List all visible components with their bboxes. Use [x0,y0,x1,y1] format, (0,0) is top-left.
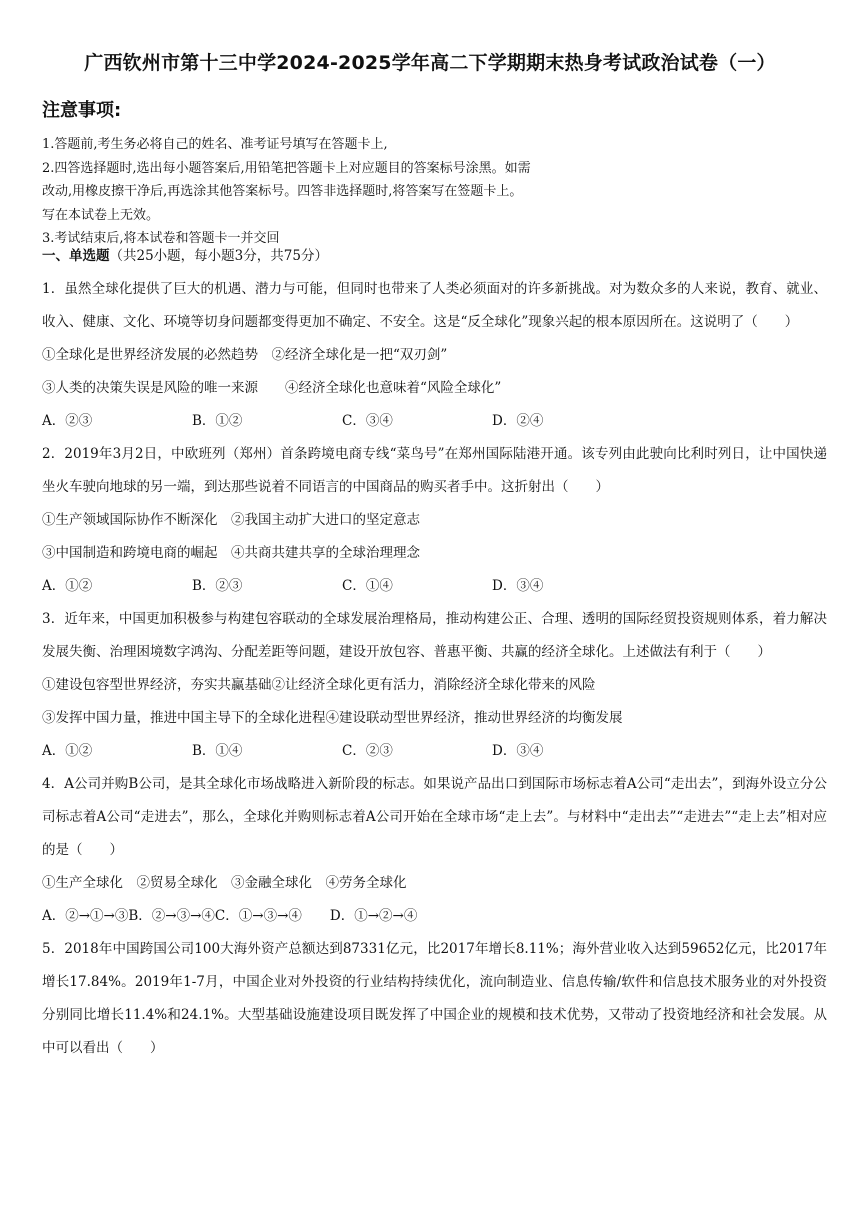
statement-line: ③发挥中国力量，推进中国主导下的全球化进程④建设联动型世界经济，推动世界经济的均衡发展 [42,710,623,726]
choice-c[interactable]: C．①→③→④ [214,908,302,924]
answer-choices [42,735,827,768]
question-stem: 4．A公司并购B公司，是其全球化市场战略进入新阶段的标志。如果说产品出口到国际市场标志着A公司“走出去”，到海外设立分公司标志着A公司“走进去”，那么，全球化并购则标志着A公司开始在全球市场“走上去”。与材料中“走出去”“走进去”“走上去”相对应的是（ ） [42,776,827,858]
statement-line: ③人类的决策失误是风险的唯一来源 ④经济全球化也意味着“风险全球化” [42,380,502,396]
exam-title: 广西钦州市第十三中学2024-2025学年高二下学期期末热身考试政治试卷（一） [84,52,776,74]
choice-c[interactable]: C．③④ [342,413,393,429]
question-2 [42,438,827,603]
question-stem: 5．2018年中国跨国公司100大海外资产总额达到87331亿元，比2017年增长8.11%；海外营业收入达到59652亿元，比2017年增长17.84%。2019年1-7月，中国企业对外投资的行业结构持续优化，流向制造业、信息传输/软件和信息技术服务业的对外投资分别同比增长11.4%和24.1%。大型基础设施建设项目既发挥了中国企业的规模和技术优势，又带动了投资地经济和社会发展。从中可以看出（ ） [42,941,827,1056]
section-heading [42,243,827,269]
notice-line: 写在本试卷上无效。 [42,207,160,223]
statement-line: ①生产领域国际协作不断深化 ②我国主动扩大进口的坚定意志 [42,512,420,528]
choice-a[interactable]: A．②③ [42,413,93,429]
statement-line: ①建设包容型世界经济，夯实共赢基础②让经济全球化更有活力，消除经济全球化带来的风险 [42,677,596,693]
choice-b[interactable]: B．①④ [192,743,243,759]
statement-line: ③中国制造和跨境电商的崛起 ④共商共建共享的全球治理理念 [42,545,420,561]
notice-block [42,133,832,251]
statement-line: ①生产全球化 ②贸易全球化 ③金融全球化 ④劳务全球化 [42,875,407,891]
answer-choices [42,900,827,933]
choice-b[interactable]: B．②③ [192,578,243,594]
questions-area [42,243,827,1065]
question-4 [42,768,827,933]
notice-line: 3.考试结束后,将本试卷和答题卡一并交回 [42,231,280,246]
choice-a[interactable]: A．①② [42,743,93,759]
notice-line: 改动,用橡皮擦干净后,再选涂其他答案标号。四答非选择题时,将答案写在签题卡上。 [42,184,523,199]
question-stem: 3．近年来，中国更加积极参与构建包容联动的全球发展治理格局，推动构建公正、合理、透明的国际经贸投资规则体系，着力解决发展失衡、治理困境数字鸿沟、分配差距等问题，建设开放包容、普惠平衡、共赢的经济全球化。上述做法有利于（ ） [42,611,827,660]
answer-choices [42,570,827,603]
choice-d[interactable]: D．③④ [492,743,544,759]
choice-d[interactable]: D．①→②→④ [329,908,418,924]
answer-choices [42,405,827,438]
question-1 [42,273,827,438]
choice-b[interactable]: B．①② [192,413,243,429]
choice-a[interactable]: A．②→①→③ [42,908,129,924]
notice-heading: 注意事项: [42,100,122,121]
choice-c[interactable]: C．②③ [342,743,393,759]
notice-line: 1.答题前,考生务必将自己的姓名、准考证号填写在答题卡上, [42,137,388,152]
choice-a[interactable]: A．①② [42,578,93,594]
statement-line: ①全球化是世界经济发展的必然趋势 ②经济全球化是一把“双刃剑” [42,347,448,363]
choice-c[interactable]: C．①④ [342,578,393,594]
question-stem: 1．虽然全球化提供了巨大的机遇、潜力与可能，但同时也带来了人类必须面对的许多新挑战。对为数众多的人来说，教育、就业、收入、健康、文化、环境等切身问题都变得更加不确定、不安全。这是“反全球化”现象兴起的根本原因所在。这说明了（ ） [42,281,827,330]
section-note: （共25小题，每小题3分，共75分） [109,248,328,264]
notice-line: 2.四答选择题时,选出每小题答案后,用铅笔把答题卡上对应题目的答案标号涂黑。如需 [42,160,531,176]
choice-b[interactable]: B．②→③→④ [128,908,215,924]
question-3 [42,603,827,768]
question-stem: 2．2019年3月2日，中欧班列（郑州）首条跨境电商专线“菜鸟号”在郑州国际陆港开通。该专列由此驶向比利时列日，让中国快递坐火车驶向地球的另一端，到达那些说着不同语言的中国商品的购买者手中。这折射出（ ） [42,446,827,495]
choice-d[interactable]: D．②④ [492,413,544,429]
question-5 [42,933,827,1065]
choice-d[interactable]: D．③④ [492,578,544,594]
section-label: 一、单选题 [42,248,110,264]
